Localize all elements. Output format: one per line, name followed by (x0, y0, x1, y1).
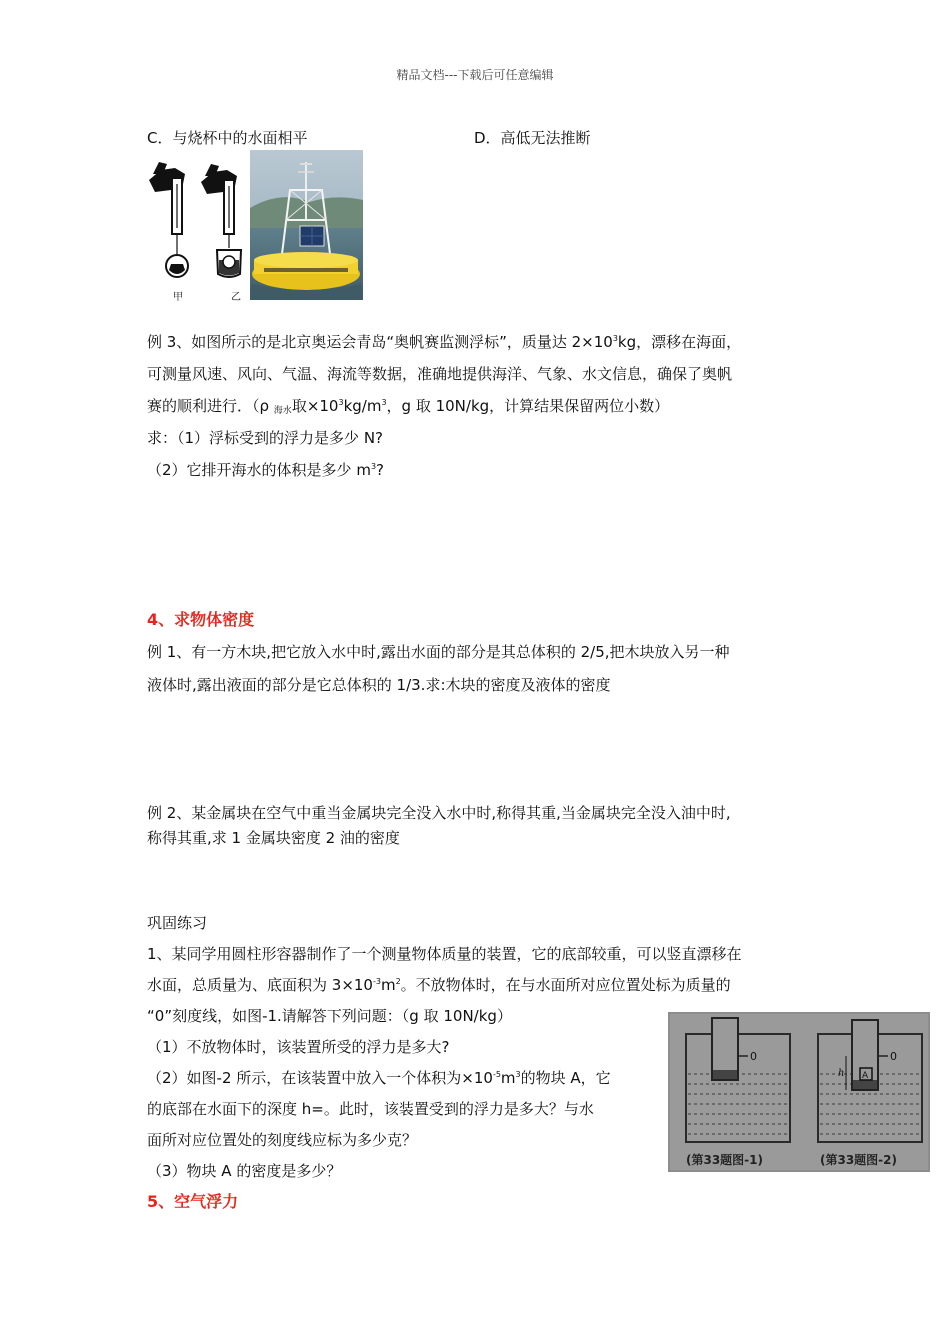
practice-question2-line1: （2）如图-2 所示，在该装置中放入一个体积为$\times 10^{-5}m^3$的物块 A，它 (147, 1069, 611, 1087)
option-c: C．与烧杯中的水面相平 (147, 129, 308, 147)
fig2-caption: (第33题图-2) (820, 1153, 897, 1167)
section4-title: 4、求物体密度 (147, 610, 255, 629)
fig2-h-label: h (838, 1068, 845, 1079)
spring-scale-figure (145, 150, 249, 302)
label-yi: 乙 (231, 292, 241, 302)
ex3-line2: 可测量风速、风向、气温、海流等数据，准确地提供海洋、气象、水文信息，确保了奥帆 (147, 365, 733, 383)
container-figure (668, 1012, 930, 1172)
sec4-ex2-line1: 例 2、某金属块在空气中重当金属块完全没入水中时,称得其重,当金属块完全没入油中时, (147, 804, 731, 822)
practice-line1: 1、某同学用圆柱形容器制作了一个测量物体质量的装置，它的底部较重，可以竖直漂移在 (147, 945, 742, 963)
option-d: D．高低无法推断 (474, 129, 591, 147)
fig1-zero-mark: 0 (750, 1050, 757, 1063)
fig2-zero-mark: 0 (890, 1050, 897, 1063)
ex3-question2: （2）它排开海水的体积是多少 $m^3$? (147, 461, 384, 479)
fig1-caption: (第33题图-1) (686, 1153, 763, 1167)
buoy-photo (250, 150, 363, 300)
sec4-ex2-line2: 称得其重,求 1 金属块密度 2 油的密度 (147, 829, 400, 847)
ex3-line3: 赛的顺利进行．（ρ $_{海水}$取$\times 10^3kg/m^3$，g 取 10N/kg，计算结果保留两位小数） (147, 397, 670, 416)
label-jia: 甲 (173, 292, 183, 302)
practice-question3: （3）物块 A 的密度是多少？ (147, 1162, 342, 1180)
practice-title: 巩固练习 (147, 914, 208, 932)
practice-line2: 水面，总质量为、底面积为 $3\times 10^{-3}m^2$。不放物体时，在与水面所对应位置处标为质量的 (147, 976, 731, 994)
fig2-block-a: A (862, 1071, 869, 1081)
page-header: 精品文档---下载后可任意编辑 (396, 68, 554, 82)
practice-line3: “0”刻度线，如图-1.请解答下列问题：（g 取 10N/kg） (147, 1007, 512, 1025)
section5-title: 5、空气浮力 (147, 1192, 239, 1211)
practice-question1: （1）不放物体时，该装置所受的浮力是多大? (147, 1038, 450, 1056)
practice-question2-line3: 面所对应位置处的刻度线应标为多少克？ (147, 1131, 418, 1149)
sec4-ex1-line2: 液体时,露出液面的部分是它总体积的 1/3.求:木块的密度及液体的密度 (147, 676, 611, 694)
sec4-ex1-line1: 例 1、有一方木块,把它放入水中时,露出水面的部分是其总体积的 2/5,把木块放入另一种 (147, 643, 730, 661)
ex3-question1: 求：（1）浮标受到的浮力是多少 N? (147, 429, 383, 447)
ex3-line1: 例 3、如图所示的是北京奥运会青岛“奥帆赛监测浮标”，质量达 $2\times 10^3kg$，漂移在海面， (147, 333, 742, 351)
practice-question2-line2: 的底部在水面下的深度 h=。此时，该装置受到的浮力是多大？与水 (147, 1100, 594, 1118)
